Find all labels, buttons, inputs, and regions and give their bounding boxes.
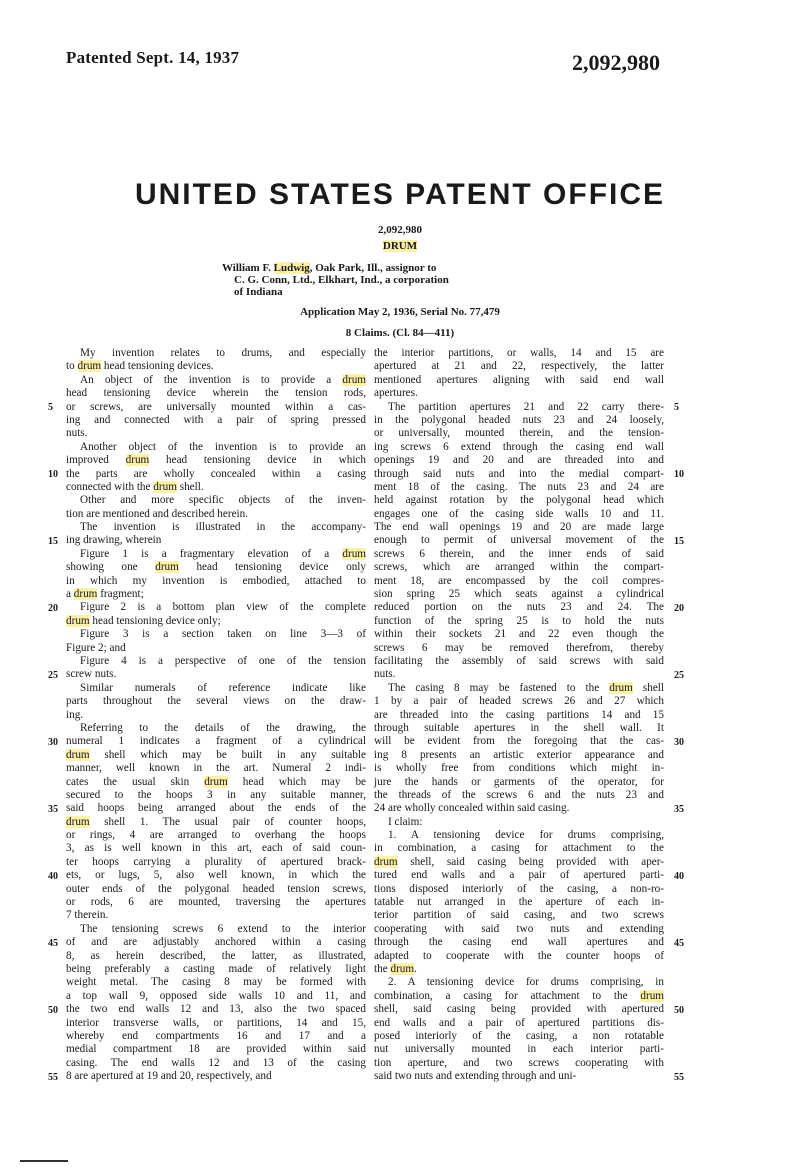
text-line-content: interior transverse walls, or partitions, 14 and 15, — [66, 1016, 366, 1029]
highlight-drum: drum — [66, 748, 90, 761]
text-line — [374, 521, 664, 534]
text-line — [66, 950, 366, 963]
text-line — [374, 374, 664, 387]
text-line-content: will be evident from the foregoing that the cas- — [374, 735, 664, 748]
text-line — [66, 829, 366, 842]
text-line-content: An object of the invention is to provide a drum — [80, 373, 366, 386]
text-line-content: function of the spring 25 is to hold the nuts — [374, 614, 664, 627]
text-line-content: tion are mentioned and described herein. — [66, 507, 249, 520]
text-line — [374, 735, 664, 748]
text-line — [374, 575, 664, 588]
text-line — [66, 360, 366, 373]
text-line — [66, 762, 366, 775]
text-line-content: The invention is illustrated in the accompany- — [80, 521, 366, 534]
text-line-content: held against rotation by the polygonal head which — [374, 494, 664, 507]
text-line — [66, 534, 366, 547]
text-line — [374, 1057, 664, 1070]
text-line-content: or rods, 6 are mounted, traversing the apertures — [66, 896, 366, 909]
text-line-content: drum shell which may be built in any suitable — [66, 748, 366, 761]
text-line-content: nut universally mounted in each interior parti- — [374, 1043, 664, 1056]
text-line-content: ing drawing, wherein — [66, 534, 162, 547]
text-line — [66, 869, 366, 882]
text-line-content: medial compartment 18 are provided within said — [66, 1043, 366, 1056]
text-line — [66, 668, 366, 681]
text-line-content: the drum. — [374, 962, 417, 975]
text-line-content: or screws, are universally mounted within a cas- — [66, 400, 366, 413]
text-line-content: the two end walls 12 and 13, also the two spaced — [66, 1003, 366, 1016]
text-line-content: Referring to the details of the drawing, the — [80, 721, 366, 734]
text-line-content: said hoops being arranged about the ends of the — [66, 802, 366, 815]
text-line — [66, 441, 366, 454]
text-line — [66, 883, 366, 896]
text-line — [374, 1030, 664, 1043]
text-line-content: apertures. — [374, 387, 418, 400]
text-line-content: Figure 3 is a section taken on line 3—3 of — [80, 628, 366, 641]
text-line-content: ing screws 6 extend through the casing end wall — [374, 440, 664, 453]
text-line — [374, 642, 664, 655]
text-line-content: tatable nut arranged in the aperture of each in- — [374, 896, 664, 909]
text-line-content: the interior partitions, or walls, 14 and 15 are — [374, 347, 664, 359]
text-line — [374, 950, 664, 963]
text-line-content: whereby end compartments 16 and 17 and a — [66, 1029, 366, 1042]
highlight-drum: drum — [390, 962, 415, 975]
text-line-content: ing 8 presents an artistic exterior appearance and — [374, 748, 664, 761]
text-line — [374, 588, 664, 601]
text-line-content: 8, as herein described, the latter, as illustrated, — [66, 949, 366, 962]
text-line — [374, 494, 664, 507]
claims-line: 8 Claims. (Cl. 84—411) — [345, 327, 455, 339]
text-line — [66, 749, 366, 762]
text-line-content: drum shell, said casing being provided with aper- — [374, 855, 664, 868]
text-line-content: sion spring 25 which seats against a cylindrical — [374, 588, 664, 601]
text-line — [374, 441, 664, 454]
text-line — [66, 802, 366, 815]
highlight-drum: drum — [640, 989, 664, 1002]
highlight-surname: Ludwig — [273, 262, 310, 274]
text-line — [374, 682, 664, 695]
text-line-content: 1. A tensioning device for drums comprising, — [388, 829, 664, 842]
text-line-content: nuts. — [66, 427, 88, 440]
text-line — [374, 508, 664, 521]
highlight-drum: drum — [374, 855, 398, 868]
text-line-content: My invention relates to drums, and especially — [80, 347, 366, 359]
text-line-content: in combination, a casing for attachment to the — [374, 842, 664, 855]
text-line-content: Figure 1 is a fragmentary elevation of a drum — [80, 547, 366, 560]
text-line — [66, 776, 366, 789]
text-line-content: openings 19 and 20 and are threaded into and — [374, 454, 664, 467]
text-line-content: Other and more specific objects of the inven- — [80, 494, 366, 507]
text-line — [374, 668, 664, 681]
text-line-content: combination, a casing for attachment to the drum — [374, 989, 664, 1002]
highlight-drum: drum — [66, 815, 90, 828]
patented-date: Patented Sept. 14, 1937 — [66, 48, 240, 67]
text-line — [374, 749, 664, 762]
text-line-content: ing. — [66, 708, 84, 721]
text-line-content: improved drum head tensioning device in which — [66, 454, 366, 467]
text-line-content: drum shell 1. The usual pair of counter hoops, — [66, 815, 366, 828]
text-line — [66, 990, 366, 1003]
text-line — [66, 575, 366, 588]
text-line-content: in the polygonal headed nuts 23 and 24 loosely, — [374, 413, 664, 426]
inventor-block — [222, 262, 542, 298]
line-number-right: 10 — [674, 468, 684, 480]
text-line-content: tured end walls and a pair of apertured parti- — [374, 869, 664, 882]
text-line — [66, 816, 366, 829]
text-line — [374, 655, 664, 668]
text-line-content: casing. The end walls 12 and 13 of the casing — [66, 1056, 366, 1069]
text-line-content: ter hoops carrying a plurality of apertured brack- — [66, 855, 366, 868]
text-line-content: end walls and a pair of apertured partitions dis- — [374, 1016, 664, 1029]
text-line — [66, 374, 366, 387]
text-line-content: Another object of the invention is to provide an — [80, 440, 366, 453]
line-number-left: 40 — [48, 870, 58, 882]
text-line — [66, 789, 366, 802]
text-line-content: through the casing end wall apertures and — [374, 936, 664, 949]
text-line — [374, 548, 664, 561]
text-line — [66, 508, 366, 521]
text-line — [374, 709, 664, 722]
text-line — [66, 454, 366, 467]
text-line — [66, 601, 366, 614]
text-line-content: through said nuts and into the medial compart- — [374, 467, 664, 480]
highlight-drum: drum — [204, 775, 228, 788]
line-number-left: 5 — [48, 401, 53, 413]
text-line — [374, 856, 664, 869]
highlight-drum: drum — [77, 360, 102, 373]
line-number-right: 30 — [674, 736, 684, 748]
text-line — [66, 387, 366, 400]
text-line-content: numeral 1 indicates a fragment of a cylindrical — [66, 735, 366, 748]
text-line — [374, 990, 664, 1003]
text-line-content: Figure 4 is a perspective of one of the tension — [80, 654, 366, 667]
text-line-content: through suitable apertures in the shell wall. It — [374, 721, 664, 734]
text-line — [66, 347, 366, 360]
text-line — [374, 615, 664, 628]
text-line-content: the parts are wholly concealed within a casing — [66, 467, 366, 480]
text-line — [374, 776, 664, 789]
line-number-right: 50 — [674, 1004, 684, 1016]
highlight-drum: drum — [342, 547, 366, 560]
line-number-left: 15 — [48, 535, 58, 547]
application-line: Application May 2, 1936, Serial No. 77,479 — [300, 306, 500, 318]
line-number-left: 30 — [48, 736, 58, 748]
text-line-content: 1 by a pair of headed screws 26 and 27 which — [374, 695, 664, 708]
text-line — [374, 1003, 664, 1016]
office-heading: UNITED STATES PATENT OFFICE — [134, 178, 666, 211]
text-line — [374, 695, 664, 708]
line-number-left: 50 — [48, 1004, 58, 1016]
line-number-left: 10 — [48, 468, 58, 480]
highlight-drum: drum — [125, 454, 150, 467]
text-line — [374, 360, 664, 373]
text-line-content: enough to permit of universal movement of the — [374, 534, 664, 547]
text-line-content: posed interiorly of the casing, a non rotatable — [374, 1029, 664, 1042]
highlight-drum: drum — [73, 588, 98, 601]
text-line — [66, 936, 366, 949]
text-line-content: tions disposed interiorly of the casing, a non-ro- — [374, 882, 664, 895]
text-line — [66, 963, 366, 976]
line-number-right: 25 — [674, 669, 684, 681]
text-line — [374, 468, 664, 481]
text-line — [374, 789, 664, 802]
text-line — [374, 427, 664, 440]
text-line — [374, 936, 664, 949]
text-line — [66, 628, 366, 641]
text-line — [374, 896, 664, 909]
highlight-drum: drum — [155, 561, 179, 574]
text-line — [374, 1070, 664, 1083]
line-number-right: 45 — [674, 937, 684, 949]
text-line — [374, 762, 664, 775]
line-number-right: 20 — [674, 602, 684, 614]
line-number-right: 35 — [674, 803, 684, 815]
text-line — [374, 414, 664, 427]
text-line — [374, 387, 664, 400]
text-line — [66, 401, 366, 414]
line-number-right: 15 — [674, 535, 684, 547]
text-line-content: cates the usual skin drum head which may be — [66, 775, 367, 788]
text-line — [374, 1043, 664, 1056]
text-line — [374, 481, 664, 494]
text-line-content: or universally, mounted therein, and the tension- — [374, 427, 664, 440]
text-line-content: secured to the hoops 3 in any suitable manner, — [66, 788, 366, 801]
text-line — [374, 534, 664, 547]
inventor-line: William F. Ludwig, Oak Park, Ill., assignor to — [222, 262, 437, 274]
text-line — [66, 481, 366, 494]
text-line-content: terior partition of said casing, and two screws — [374, 909, 664, 922]
text-line-content: screw nuts. — [66, 668, 117, 681]
text-line-content: drum head tensioning device only; — [66, 614, 221, 627]
text-line-content: cooperating with said two nuts and extending — [374, 922, 664, 935]
highlight-drum: drum — [609, 681, 633, 694]
text-line-content: Figure 2; and — [66, 641, 126, 654]
text-line — [374, 883, 664, 896]
text-line-content: The partition apertures 21 and 22 carry there- — [388, 400, 664, 413]
text-line — [66, 1003, 366, 1016]
highlight-drum: drum — [153, 480, 177, 493]
text-line — [374, 601, 664, 614]
text-line-content: reduced portion on the nuts 23 and 24. The — [374, 601, 664, 614]
text-line — [66, 427, 366, 440]
text-line — [66, 588, 366, 601]
right-column — [374, 347, 664, 1083]
text-line-content: said two nuts and extending through and uni- — [374, 1070, 577, 1083]
text-line — [66, 521, 366, 534]
text-line-content: 7 therein. — [66, 909, 109, 922]
text-line-content: manner, well known in the art. Numeral 2 indi- — [66, 762, 366, 775]
text-line-content: or rings, 4 are arranged to overhang the hoops — [66, 829, 366, 842]
text-line — [66, 695, 366, 708]
line-number-right: 5 — [674, 401, 679, 413]
highlight-drum: drum — [342, 373, 366, 386]
highlight-drum: drum — [66, 614, 90, 627]
text-line — [374, 628, 664, 641]
text-line — [66, 494, 366, 507]
text-line-content: are threaded into the casing partitions 14 and 15 — [374, 708, 664, 721]
text-line — [66, 842, 366, 855]
text-line — [66, 856, 366, 869]
text-line — [66, 615, 366, 628]
text-line-content: a top wall 9, opposed side walls 10 and 11, and — [66, 989, 366, 1002]
text-line — [66, 1043, 366, 1056]
text-line-content: 8 are apertured at 19 and 20, respectively, and — [66, 1070, 272, 1083]
text-line-content: of and are adjustably anchored within a casing — [66, 936, 366, 949]
text-line-content: mentioned apertures aligning with said end wall — [374, 373, 664, 386]
text-line — [374, 454, 664, 467]
line-number-left: 55 — [48, 1071, 58, 1083]
text-line-content: screws 6 therein, and the inner ends of said — [374, 547, 664, 560]
text-line-content: engages one of the casing side walls 10 and 11. — [374, 507, 664, 520]
text-line — [374, 561, 664, 574]
text-line — [66, 976, 366, 989]
text-line-content: Similar numerals of reference indicate like — [80, 681, 366, 694]
text-line — [374, 829, 664, 842]
text-line — [374, 347, 664, 360]
line-number-right: 40 — [674, 870, 684, 882]
footer-rule — [20, 1160, 68, 1162]
text-line — [374, 976, 664, 989]
line-number-left: 25 — [48, 669, 58, 681]
text-line — [66, 1017, 366, 1030]
line-number-right: 55 — [674, 1071, 684, 1083]
text-line-content: ets, or lugs, 5, also well known, in which the — [66, 869, 366, 882]
text-line-content: weight metal. The casing 8 may be formed with — [66, 976, 366, 989]
text-line — [374, 722, 664, 735]
text-line-content: showing one drum head tensioning device only — [66, 561, 366, 574]
line-number-left: 35 — [48, 803, 58, 815]
line-number-left: 20 — [48, 602, 58, 614]
text-line-content: 2. A tensioning device for drums comprising, in — [388, 976, 664, 989]
text-line-content: facilitating the assembly of said screws with said — [374, 654, 664, 667]
text-line — [374, 401, 664, 414]
text-line — [66, 414, 366, 427]
text-line — [66, 642, 366, 655]
text-line-content: The end wall openings 19 and 20 are made large — [374, 521, 664, 534]
text-line-content: ing and connected with a pair of spring pressed — [66, 413, 366, 426]
text-line-content: tion aperture, and two screws cooperating with — [374, 1056, 664, 1069]
text-line-content: I claim: — [388, 815, 423, 828]
text-line — [66, 682, 366, 695]
text-line-content: 24 are wholly concealed within said casing. — [374, 802, 570, 815]
text-line — [66, 1030, 366, 1043]
line-number-left: 45 — [48, 937, 58, 949]
text-line — [374, 909, 664, 922]
patent-number-header: 2,092,980 — [572, 50, 660, 75]
left-column — [66, 347, 366, 1083]
inventor-line: C. G. Conn, Ltd., Elkhart, Ind., a corporation — [234, 274, 449, 286]
text-line — [66, 561, 366, 574]
text-line — [374, 842, 664, 855]
text-line-content: adapted to cooperate with the counter hoops of — [374, 949, 664, 962]
text-line — [66, 923, 366, 936]
text-line-content: ment 18 of the casing. The nuts 23 and 24 are — [374, 480, 664, 493]
text-line-content: parts throughout the several views on the draw- — [66, 695, 366, 708]
text-line-content: screws 6 may be removed therefrom, thereby — [374, 641, 664, 654]
text-line — [66, 909, 366, 922]
text-line-content: to drum head tensioning devices. — [66, 360, 214, 373]
patent-title-text: DRUM — [382, 240, 418, 252]
text-line-content: screws, which are arranged within the compart- — [374, 561, 664, 574]
text-line — [66, 1070, 366, 1083]
text-line — [66, 548, 366, 561]
text-line — [374, 802, 664, 815]
text-line-content: The casing 8 may be fastened to the drum shell — [388, 681, 664, 694]
text-line-content: 3, as is well known in this art, each of said coun- — [66, 842, 366, 855]
patent-number: 2,092,980 — [378, 224, 422, 236]
text-line — [66, 1057, 366, 1070]
text-line-content: is wholly free from conditions which might in- — [374, 762, 664, 775]
text-line-content: the threads of the screws 6 and the nuts 23 and — [374, 788, 664, 801]
text-line-content: nuts. — [374, 668, 396, 681]
text-line-content: apertured at 21 and 22, respectively, the latter — [374, 360, 664, 373]
text-line-content: within their sockets 21 and 22 even though the — [374, 628, 664, 641]
text-line — [374, 963, 664, 976]
text-line-content: outer ends of the polygonal headed tension screws, — [66, 882, 366, 895]
text-line — [66, 655, 366, 668]
text-line-content: jure the hands or garments of the operator, for — [374, 775, 664, 788]
text-line-content: in which my invention is embodied, attached to — [66, 574, 366, 587]
text-line-content: The tensioning screws 6 extend to the interior — [80, 922, 366, 935]
text-line — [374, 923, 664, 936]
text-line — [374, 816, 664, 829]
text-line-content: ment 18, are encompassed by the coil compres- — [374, 574, 664, 587]
text-line — [66, 896, 366, 909]
text-line — [66, 468, 366, 481]
text-line-content: connected with the drum shell. — [66, 480, 204, 493]
text-line — [66, 735, 366, 748]
text-line-content: being preferably a casting made of relatively light — [66, 962, 366, 975]
text-line-content: head tensioning device wherein the tension rods, — [66, 387, 366, 400]
inventor-line: of Indiana — [234, 286, 283, 298]
text-line — [374, 869, 664, 882]
text-line — [66, 722, 366, 735]
patent-title — [0, 240, 800, 252]
text-line — [374, 1017, 664, 1030]
text-line-content: a drum fragment; — [66, 588, 144, 601]
text-line — [66, 709, 366, 722]
text-line-content: shell, said casing being provided with apertured — [374, 1003, 664, 1016]
text-line-content: Figure 2 is a bottom plan view of the complete — [80, 601, 366, 614]
